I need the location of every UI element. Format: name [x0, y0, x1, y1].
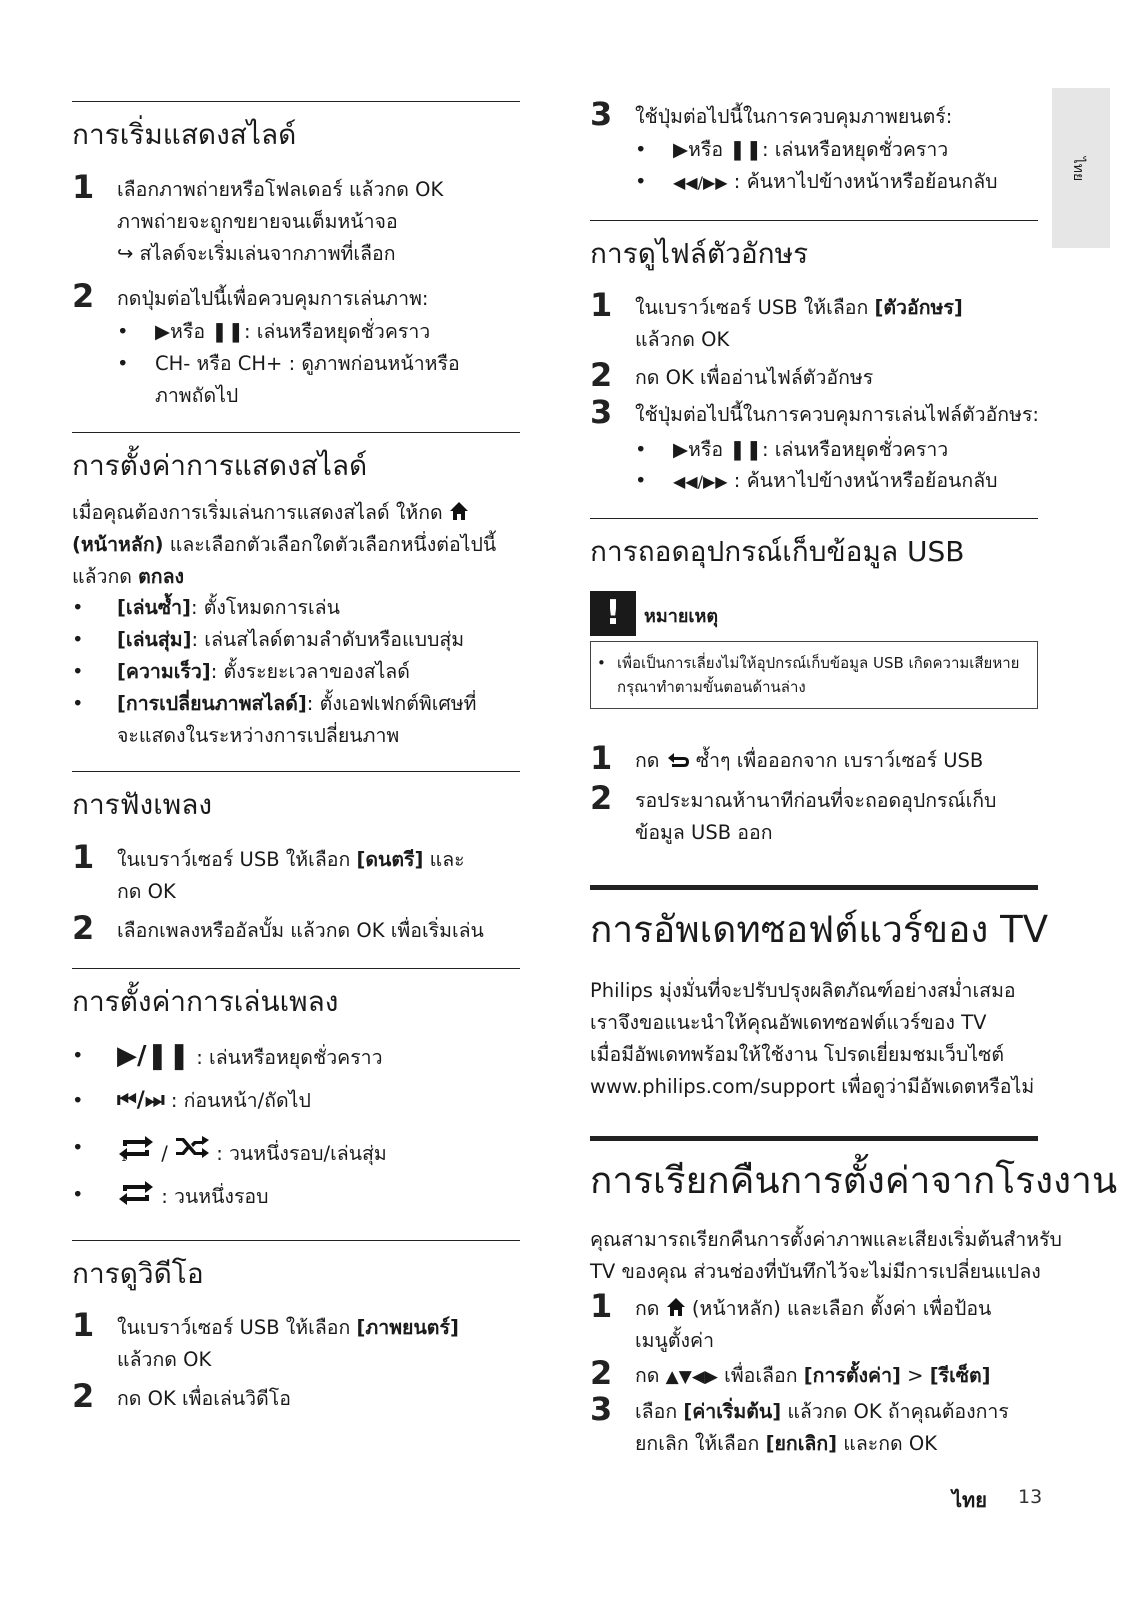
step-number: 3: [590, 1390, 613, 1428]
rewind-forward-icon: ◀◀/▶▶: [673, 472, 728, 491]
chapter-divider: [590, 1136, 1038, 1141]
play-icon: ▶: [673, 438, 688, 461]
section-divider: [590, 220, 1038, 221]
warning-icon: !: [590, 591, 636, 636]
step-number: 2: [72, 909, 95, 947]
side-tab-label: ไทย: [1070, 156, 1087, 182]
slideshow-title: การเริ่มแสดงสไลด์: [72, 118, 297, 151]
page-number: 13: [1018, 1486, 1043, 1508]
section-divider: [72, 771, 520, 772]
step-number: 3: [590, 393, 613, 431]
section-divider: [72, 101, 520, 102]
slide-settings-intro: เมื่อคุณต้องการเริ่มเล่นการแสดงสไลด์ ให้กด (หน้าหลัก) และเลือกตัวเลือกใดตัวเลือกหนึ่งต่อไปนี้ แล้วกด ตกลง: [72, 501, 497, 588]
pause-icon: ❚❚: [729, 138, 762, 161]
right-column: 3 ใช้ปุ่มต่อไปนี้ในการควบคุมภาพยนตร์: • ▶หรือ ❚❚: เล่นหรือหยุดชั่วคราว • ◀◀/▶▶ : ค้นหาไปข้างหน้าหรือย้อนกลับ การดูไฟล์ตัวอักษร 1 ในเบราว์เซอร์ USB ให้เลือก [ตัวอักษร] แล้วกด OK 2 กด OK เพื่ออ่านไฟล์ตัวอักษร 3 ใช้ปุ่มต่อไปนี้ในการควบคุมการเล่นไฟล์ตัวอักษร: • ▶หรือ ❚❚: เล่นหรือหยุดชั่วคราว • ◀◀/▶▶ : ค้นหาไปข้างหน้าหรือย้อนกลับ การถอดอุปกรณ์เก็บข้อมูล USB ! หมายเหตุ • เพื่อเป็นการเลี่ยงไม่ให้อุปกรณ์เก็บข้อมูล USB เกิดความเสียหาย กรุณาทำตามขั้นตอนด้านล่าง 1 กด ซ้ำๆ เพื่อออกจาก เบราว์เซอร์ USB 2 รอประมาณห้านาทีก่อนที่จะถอดอุปกรณ์เก็บ ข้อมูล USB ออก การอัพเดทซอฟต์แวร์ของ TV Philips มุ่งมั่นที่จะปรับปรุงผลิตภัณฑ์อย่างสม่ำเสมอ เราจึงขอแนะนำให้คุณอัพเดทซอฟต์แวร์ของ TV เมื่อมีอัพเดทพร้อมให้ใช้งาน โปรดเยี่ยมชมเว็บไซต์ www.philips.com/support เพื่อดูว่ามีอัพเดตหรือไม่ การเรียกคืนการตั้งค่าจากโรงงาน คุณสามารถเรียกคืนการตั้งค่าภาพและเสียงเริ่มต้นสำหรับ TV ของคุณ ส่วนช่องที่บันทึกไว้จะไม่มีการเปลี่ยนแปลง 1 กด (หน้าหลัก) และเลือก ตั้งค่า เพื่อป้อน เมนูตั้งค่า 2 กด ▲▼◀▶ เพื่อเลือก [การตั้งค่า] > [รีเซ็ต] 3 เลือก [ค่าเริ่มต้น] แล้วกด OK ถ้าคุณต้องการ ยกเลิก ให้เลือก [ยกเลิก] และกด OK: [590, 95, 1118, 1455]
result-arrow-icon: ↪: [117, 242, 134, 265]
video-title: การดูวิดีโอ: [72, 1257, 204, 1290]
step-number: 1: [590, 286, 613, 324]
section-divider: [72, 432, 520, 433]
step-number: 2: [590, 1354, 613, 1392]
shuffle-icon: [174, 1142, 216, 1165]
step-number: 3: [590, 95, 613, 133]
step-number: 2: [72, 1377, 95, 1415]
section-divider: [72, 1240, 520, 1241]
repeat-one-icon: [117, 1142, 161, 1165]
software-update-body: Philips มุ่งมั่นที่จะปรับปรุงผลิตภัณฑ์อย่างสม่ำเสมอ เราจึงขอแนะนำให้คุณอัพเดทซอฟต์แวร์ของ TV เมื่อมีอัพเดทพร้อมให้ใช้งาน โปรดเยี่ยมชมเว็บไซต์ www.philips.com/support เพื่อดูว่ามีอัพเดตหรือไม่: [590, 979, 1035, 1098]
step-number: 1: [590, 1287, 613, 1325]
back-icon: [666, 749, 690, 772]
left-column: การเริ่มแสดงสไลด์ 1 เลือกภาพถ่ายหรือโฟลเดอร์ แล้วกด OK ภาพถ่ายจะถูกขยายจนเต็มหน้าจอ ↪ สไลด์จะเริ่มเล่นจากภาพที่เลือก 2 กดปุ่มต่อไปนี้เพื่อควบคุมการเล่นภาพ: • ▶หรือ ❚❚: เล่นหรือหยุดชั่วคราว • CH- หรือ CH+ : ดูภาพก่อนหน้าหรือ ภาพถัดไป การตั้งค่าการแสดงสไลด์ เมื่อคุณต้องการเริ่มเล่นการแสดงสไลด์ ให้กด (หน้าหลัก) และเลือกตัวเลือกใดตัวเลือกหนึ่งต่อไปนี้ แล้วกด ตกลง • [เล่นซ้ำ]: ตั้งโหมดการเล่น • [เล่นสุ่ม]: เล่นสไลด์ตามลำดับหรือแบบสุ่ม • [ความเร็ว]: ตั้งระยะเวลาของสไลด์ • [การเปลี่ยนภาพสไลด์]: ตั้งเอฟเฟกต์พิเศษที่ จะแสดงในระหว่างการเปลี่ยนภาพ การฟังเพลง 1 ในเบราว์เซอร์ USB ให้เลือก [ดนตรี] และ กด OK 2 เลือกเพลงหรืออัลบั้ม แล้วกด OK เพื่อเริ่มเล่น การตั้งค่าการเล่นเพลง • ▶/❚❚ : เล่นหรือหยุดชั่วคราว • ⏮/⏭ : ก่อนหน้า/ถัดไป • 1 / : วนหนึ่งรอบ/เล่นสุ่ม • : วนหนึ่งรอบ การดูวิดีโอ 1 ในเบราว์เซอร์ USB ให้เลือก [ภาพยนตร์] แล้วกด OK 2 กด OK เพื่อเล่นวิดีโอ: [72, 0, 520, 1601]
note-box: ! หมายเหตุ • เพื่อเป็นการเลี่ยงไม่ให้อุปกรณ์เก็บข้อมูล USB เกิดความเสียหาย กรุณาทำตามขั้นตอนด้านล่าง: [590, 591, 1046, 711]
home-icon: [666, 1297, 686, 1320]
step-number: 1: [72, 168, 95, 206]
play-icon: ▶: [155, 320, 170, 343]
rewind-forward-icon: ◀◀/▶▶: [673, 173, 728, 192]
section-divider: [590, 518, 1038, 519]
remove-usb-title: การถอดอุปกรณ์เก็บข้อมูล USB: [590, 535, 965, 568]
step-number: 2: [590, 356, 613, 394]
step-number: 1: [72, 838, 95, 876]
slide-settings-title: การตั้งค่าการแสดงสไลด์: [72, 449, 368, 482]
music-title: การฟังเพลง: [72, 788, 213, 821]
music-settings-title: การตั้งค่าการเล่นเพลง: [72, 985, 339, 1018]
footer-language: ไทย: [952, 1488, 987, 1512]
step-number: 2: [72, 277, 95, 315]
factory-reset-title: การเรียกคืนการตั้งค่าจากโรงงาน: [590, 1159, 1118, 1202]
play-icon: ▶: [673, 138, 688, 161]
play-pause-icon: ▶/❚❚: [117, 1041, 191, 1071]
home-icon: [449, 501, 469, 524]
software-update-title: การอัพเดทซอฟต์แวร์ของ TV: [590, 908, 1049, 951]
language-side-tab: [1052, 88, 1110, 248]
step-number: 1: [72, 1306, 95, 1344]
svg-text:1: 1: [121, 1154, 127, 1162]
step-number: 2: [590, 779, 613, 817]
pause-icon: ❚❚: [729, 438, 762, 461]
repeat-icon: [117, 1185, 161, 1208]
chapter-divider: [590, 885, 1038, 890]
previous-next-icon: ⏮/⏭: [117, 1088, 165, 1113]
factory-reset-intro: คุณสามารถเรียกคืนการตั้งค่าภาพและเสียงเริ่มต้นสำหรับ TV ของคุณ ส่วนช่องที่บันทึกไว้จะไม่มีการเปลี่ยนแปลง: [590, 1228, 1062, 1283]
note-title: หมายเหตุ: [644, 606, 719, 627]
text-files-title: การดูไฟล์ตัวอักษร: [590, 237, 809, 270]
navigation-arrows-icon: ▲▼◀▶: [665, 1367, 718, 1387]
pause-icon: ❚❚: [211, 320, 244, 343]
step-number: 1: [590, 739, 613, 777]
section-divider: [72, 968, 520, 969]
